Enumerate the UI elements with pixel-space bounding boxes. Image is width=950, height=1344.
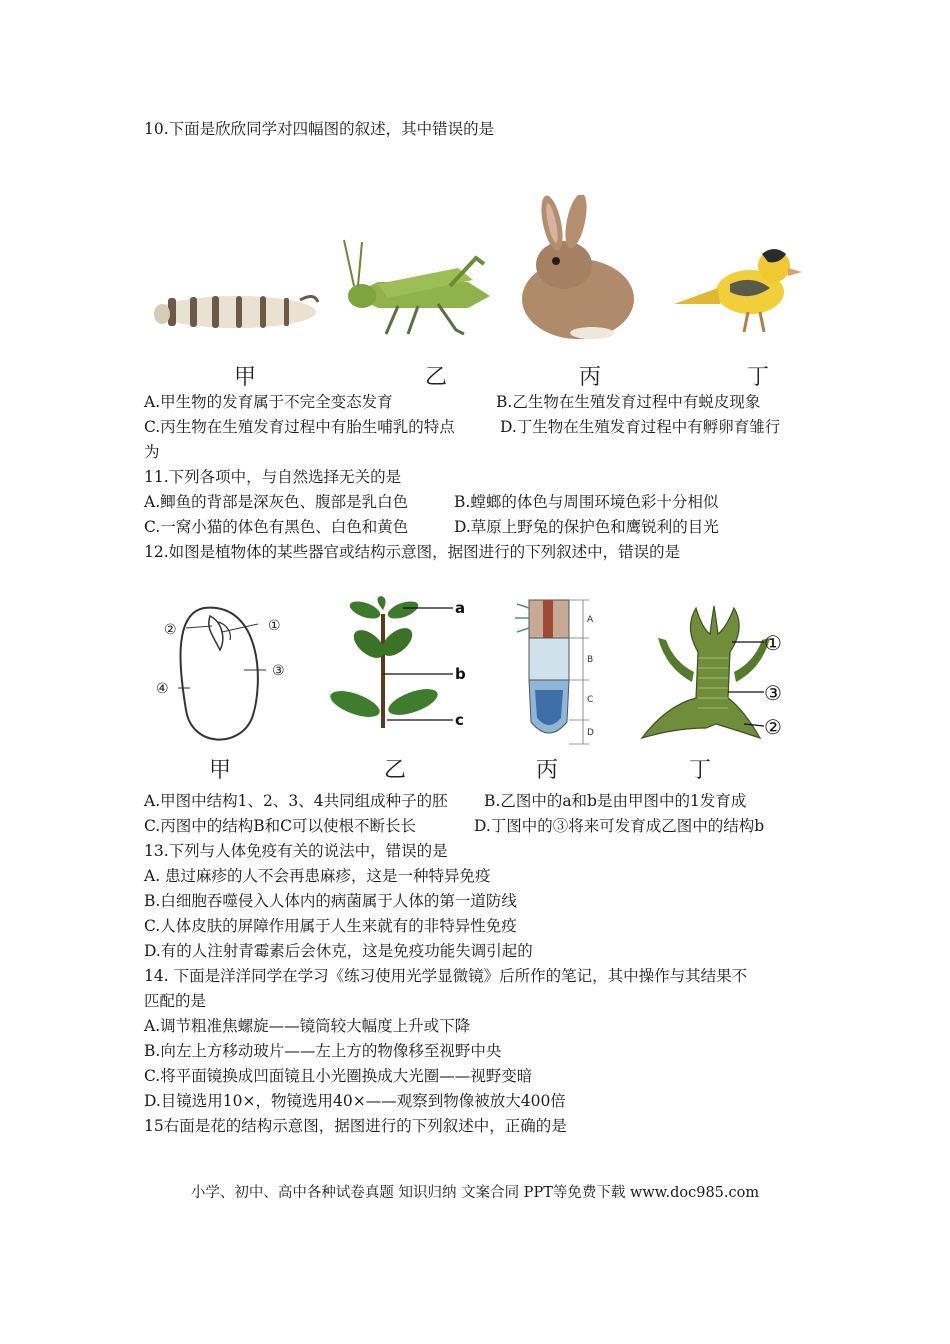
silkworm-image [150,270,322,340]
q12-option-a: A.甲图中结构1、2、3、4共同组成种子的胚 [144,792,448,810]
q10-caption-jia: 甲 [234,365,257,390]
q14-option-d: D.目镜选用10×，物镜选用40×——观察到物像被放大400倍 [144,1092,566,1110]
q13-option-a: A. 患过麻疹的人不会再患麻疹，这是一种特异免疫 [144,867,491,885]
seed-label-4: ④ [156,681,169,697]
q12-option-c: C.丙图中的结构B和C可以使根不断长长 [144,817,416,835]
q10-caption-ding: 丁 [747,365,770,390]
rabbit-image [508,195,650,343]
q12-option-b: B.乙图中的a和b是由甲图中的1发育成 [484,792,747,810]
q13-stem: 13.下列与人体免疫有关的说法中，错误的是 [144,842,448,860]
seed-label-2: ② [164,622,177,638]
q14-stem-continued: 匹配的是 [144,992,207,1010]
q12-caption-bing: 丙 [536,758,559,783]
bud-label-2: ② [764,715,782,739]
q12-stem: 12.如图是植物体的某些器官或结构示意图，据图进行的下列叙述中，错误的是 [144,543,681,561]
q11-stem: 11.下列各项中，与自然选择无关的是 [144,468,402,486]
q10-caption-yi: 乙 [425,365,448,390]
seed-diagram [152,598,300,748]
shoot-label-a: a [455,599,466,617]
grasshopper-image [338,238,496,340]
q10-option-d: D.丁生物在生殖发育过程中有孵卵育雏行 [500,418,781,436]
bud-label-3: ③ [764,681,782,705]
root-label-d: D [587,728,594,738]
q12-caption-ding: 丁 [689,758,712,783]
shoot-label-b: b [455,665,466,683]
q13-option-d: D.有的人注射青霉素后会休克，这是免疫功能失调引起的 [144,942,533,960]
q13-option-c: C.人体皮肤的屏障作用属于人生来就有的非特异性免疫 [144,917,517,935]
q12-option-d: D.丁图中的③将来可发育成乙图中的结构b [474,817,765,835]
q10-option-d-continued: 为 [144,443,160,461]
q10-option-a: A.甲生物的发育属于不完全变态发育 [144,393,393,411]
root-tip-diagram [507,598,607,746]
q12-caption-yi: 乙 [384,758,407,783]
seed-label-1: ① [268,618,281,634]
q14-option-c: C.将平面镜换成凹面镜且小光圈换成大光圈——视野变暗 [144,1067,533,1085]
shoot-diagram [325,596,475,730]
q11-option-c: C.一窝小猫的体色有黑色、白色和黄色 [144,518,409,536]
q11-option-a: A.鲫鱼的背部是深灰色、腹部是乳白色 [144,493,409,511]
shoot-label-c: c [455,711,464,729]
q15-stem: 15右面是花的结构示意图，据图进行的下列叙述中，正确的是 [144,1117,567,1135]
seed-label-3: ③ [272,663,285,679]
q10-option-c: C.丙生物在生殖发育过程中有胎生哺乳的特点 [144,418,455,436]
root-label-a: A [587,615,594,625]
q11-option-b: B.螳螂的体色与周围环境色彩十分相似 [454,493,719,511]
q10-option-b: B.乙生物在生殖发育过程中有蜕皮现象 [496,393,761,411]
page-footer: 小学、初中、高中各种试卷真题 知识归纳 文案合同 PPT等免费下载 www.doc985.com [190,1185,760,1201]
q13-option-b: B.白细胞吞噬侵入人体内的病菌属于人体的第一道防线 [144,892,517,910]
q14-stem: 14. 下面是洋洋同学在学习《练习使用光学显微镜》后所作的笔记，其中操作与其结果不 [144,967,748,985]
bud-diagram [636,598,792,748]
root-label-c: C [587,695,594,705]
q12-caption-jia: 甲 [209,758,232,783]
bud-label-1: ① [764,631,782,655]
bird-image [670,238,808,338]
q11-option-d: D.草原上野兔的保护色和鹰锐利的目光 [454,518,719,536]
q14-option-b: B.向左上方移动玻片——左上方的物像移至视野中央 [144,1042,502,1060]
root-label-b: B [587,655,594,665]
q10-caption-bing: 丙 [579,365,602,390]
q10-stem: 10.下面是欣欣同学对四幅图的叙述，其中错误的是 [144,120,495,138]
q14-option-a: A.调节粗准焦螺旋——镜筒较大幅度上升或下降 [144,1017,471,1035]
